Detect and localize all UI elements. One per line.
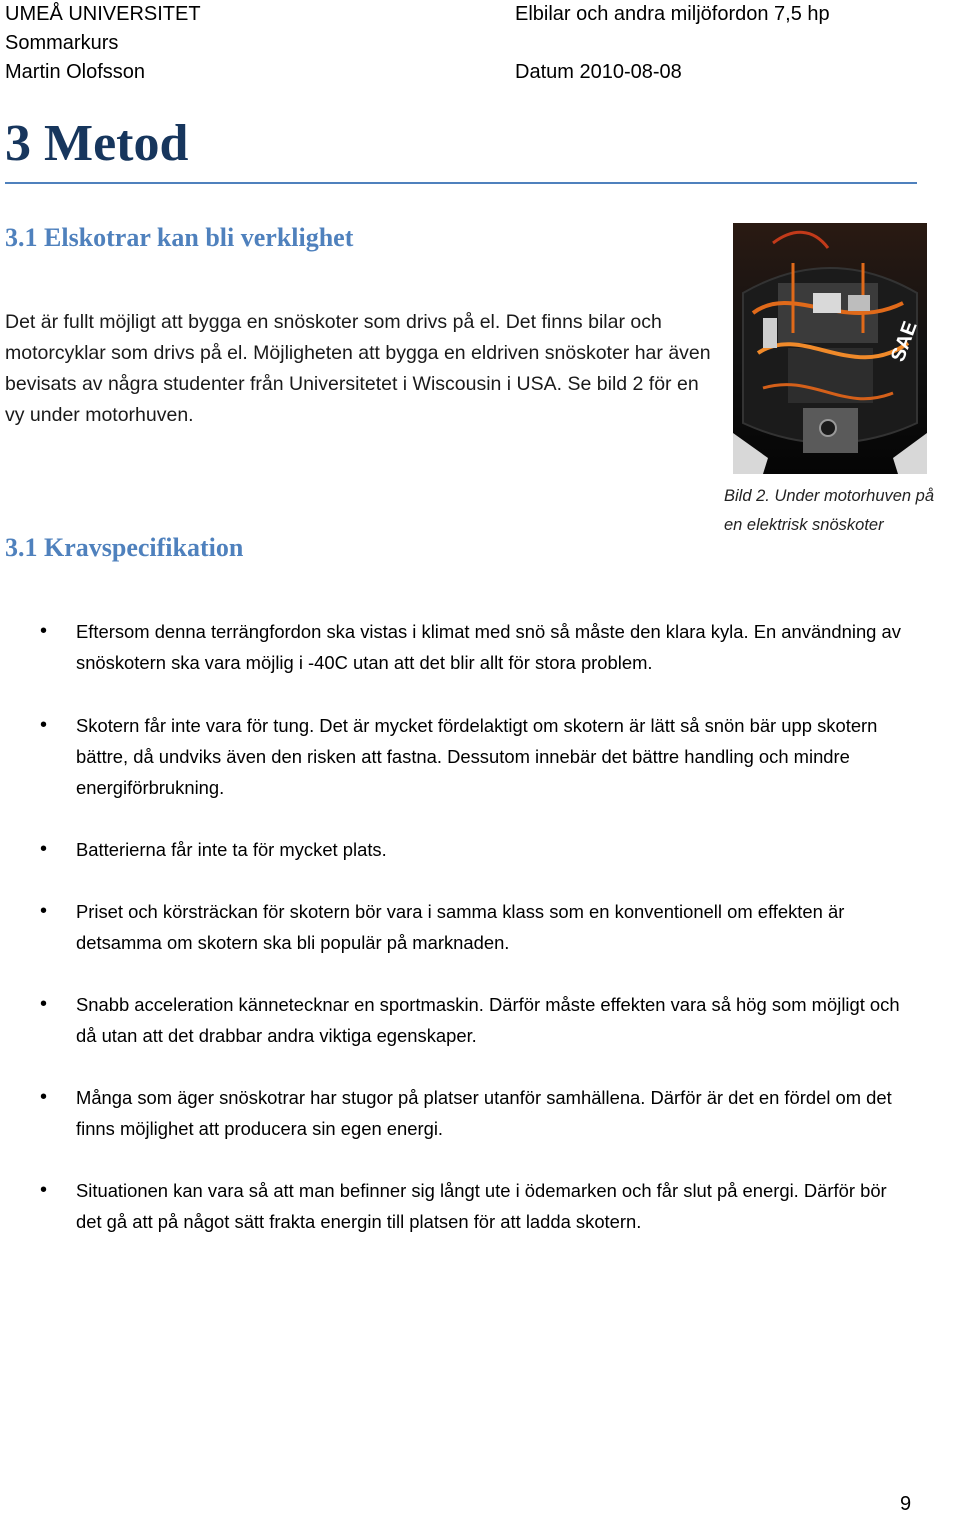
figure-caption — [724, 482, 960, 540]
requirement-price-range: Priset och körsträckan för skotern bör vara i samma klass som en konventionell om effekten är detsamma om skotern ska bli populär på marknaden. — [76, 901, 845, 953]
snowmobile-engine-photo — [733, 223, 927, 474]
bullet-symbol: • — [40, 620, 48, 642]
bullet-symbol: • — [40, 900, 48, 922]
section-title-electric-snowmobiles: 3.1 Elskotrar kan bli verklighet — [5, 223, 354, 252]
requirement-acceleration: Snabb acceleration kännetecknar en sportmaskin. Därför måste effekten vara så hög som möjligt och då utan att det drabbar andra viktiga egenskaper. — [76, 994, 900, 1046]
header-date: Datum 2010-08-08 — [515, 61, 682, 83]
requirement-own-energy: Många som äger snöskotrar har stugor på platser utanför samhällena. Därför är det en fördel om det finns möjlighet att producera sin egen energi. — [76, 1087, 892, 1139]
chapter-title-rule — [5, 182, 917, 184]
figure-caption-line2: en elektrisk snöskoter — [724, 516, 884, 534]
header-course-type: Sommarkurs — [5, 32, 119, 54]
figure-caption-line1: Bild 2. Under motorhuven på — [724, 487, 935, 505]
header-author: Martin Olofsson — [5, 61, 146, 83]
header-course-title: Elbilar och andra miljöfordon 7,5 hp — [515, 3, 830, 25]
requirement-energy-transport: Situationen kan vara så att man befinner sig långt ute i ödemarken och får slut på energi. Därför bör det gå att på något sätt frakta energin till platsen för att ladda skotern. — [76, 1180, 887, 1232]
requirement-cold: Eftersom denna terrängfordon ska vistas i klimat med snö så måste den klara kyla. En användning av snöskotern ska vara möjlig i -40C utan att det blir allt för stora problem. — [76, 621, 901, 673]
bullet-symbol: • — [40, 838, 48, 860]
photo-sae-logo: SAE — [887, 318, 922, 365]
bullet-symbol: • — [40, 714, 48, 736]
header-university: UMEÅ UNIVERSITET — [5, 3, 201, 25]
chapter-title: 3 Metod — [5, 115, 189, 172]
requirement-weight: Skotern får inte vara för tung. Det är mycket fördelaktigt om skotern är lätt så snön bär upp skotern bättre, då undviks även den risken att fastna. Dessutom innebär det bättre handling och mindre energiförbrukning. — [76, 715, 878, 798]
intro-paragraph: Det är fullt möjligt att bygga en snöskoter som drivs på el. Det finns bilar och motorcyklar som drivs på el. Möjligheten att bygga en eldriven snöskoter har även bevisats av några studenter från Universitetet i Wiscousin i USA. Se bild 2 för en vy under motorhuven. — [5, 311, 711, 426]
bullet-symbol: • — [40, 993, 48, 1015]
bullet-symbol: • — [40, 1086, 48, 1108]
section-title-requirements: 3.1 Kravspecifikation — [5, 533, 244, 562]
requirement-battery-space: Batterierna får inte ta för mycket plats. — [76, 839, 387, 860]
bullet-symbol: • — [40, 1179, 48, 1201]
page-number: 9 — [900, 1493, 912, 1515]
